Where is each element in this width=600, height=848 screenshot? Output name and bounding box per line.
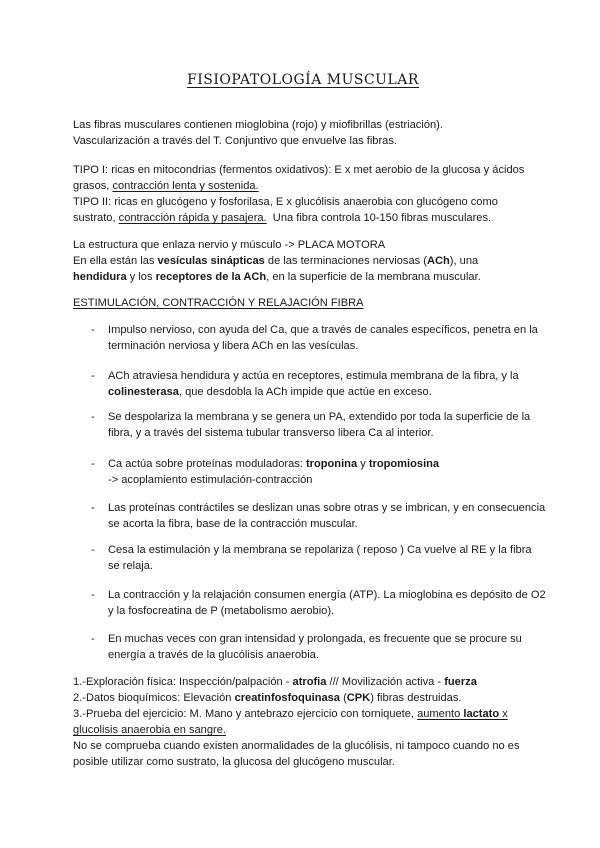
underlined-text <box>417 708 508 720</box>
exploration-line <box>73 690 533 706</box>
intro-line: Las fibras musculares contienen mioglobina (rojo) y miofibrillas (estriación). <box>73 119 443 131</box>
exploration-line <box>73 722 533 738</box>
tipo1-line <box>73 178 533 194</box>
text-span: ( <box>339 692 347 704</box>
text-span: sustrato, <box>73 212 119 224</box>
exploration-paragraph <box>73 674 533 770</box>
text-span: -> acoplamiento estimulación-contracción <box>108 474 313 486</box>
text-span: aumento <box>417 708 464 720</box>
list-item: - Impulso nervioso, con ayuda del Ca, que a través de canales específicos, penetra en la terminación nerviosa y libera ACh en las vesículas. <box>91 322 546 354</box>
closing-text: No se comprueba cuando existen anormalidades de la glucólisis, ni tampoco cuando no es posible utilizar como sustrato, la glucosa del glucógeno muscular. <box>73 740 520 768</box>
underlined-text: glucolisis anaerobia en sangre. <box>73 724 226 736</box>
text-span: /// Movilización activa - <box>326 676 445 688</box>
bold-text: hendidura <box>73 271 127 283</box>
placa-line <box>73 269 533 285</box>
bold-text: atrofia <box>292 676 327 688</box>
bold-text: colinesterasa <box>108 386 179 398</box>
text-span: 2.-Datos bioquímicos: Elevación <box>73 692 235 704</box>
list-item: - Se despolariza la membrana y se genera un PA, extendido por toda la superficie de la fibra, y a través del sistema tubular transverso libera Ca al interior. <box>91 409 546 441</box>
bold-text: troponina <box>305 458 358 470</box>
underlined-text: contracción lenta y sostenida. <box>112 180 259 192</box>
text-span: , que desdobla la ACh impide que actúe en exceso. <box>178 386 432 398</box>
text-span: ACh atraviesa hendidura y actúa en receptores, estimula membrana de la fibra, y la <box>108 370 519 382</box>
text-span: Una fibra controla 10-150 fibras musculares. <box>266 212 492 224</box>
list-item: - Cesa la estimulación y la membrana se repolariza ( reposo ) Ca vuelve al RE y la fibra se relaja. <box>91 542 546 574</box>
list-item <box>91 456 546 488</box>
exploration-line <box>73 706 533 722</box>
section-heading: ESTIMULACIÓN, CONTRACCIÓN Y RELAJACIÓN FIBRA <box>73 297 364 309</box>
list-item: - Las proteínas contráctiles se deslizan unas sobre otras y se imbrican, y en consecuencia se acorta la fibra, base de la contracción muscular. <box>91 500 546 532</box>
text-span: ) fibras destruidas. <box>370 692 462 704</box>
tipo2-line: TIPO II: ricas en glucógeno y fosforilasa, E x glucólisis anaerobia con glucógeno como <box>73 196 498 208</box>
text-span: , en la superficie de la membrana muscular. <box>266 271 481 283</box>
bold-text: CPK <box>346 692 371 704</box>
bold-text: receptores de la ACh <box>155 271 267 283</box>
fiber-types-paragraph <box>73 162 533 226</box>
intro-paragraph <box>73 117 533 149</box>
page-title: FISIOPATOLOGÍA MUSCULAR <box>187 72 419 88</box>
bold-text: lactato <box>463 708 500 720</box>
exploration-line <box>73 674 533 690</box>
text-span: y <box>357 458 369 470</box>
text-span: Ca actúa sobre proteínas moduladoras: <box>108 458 306 470</box>
tipo1-line: TIPO I: ricas en mitocondrias (fermentos oxidativos): E x met aerobio de la glucosa y ácidos <box>73 164 525 176</box>
text-span: de las terminaciones nerviosas ( <box>264 255 427 267</box>
underlined-text: contracción rápida y pasajera. <box>118 212 267 224</box>
bold-text: tropomiosina <box>368 458 440 470</box>
bold-text: vesículas sinápticas <box>157 255 265 267</box>
placa-line <box>73 253 533 269</box>
text-span: En ella están las <box>73 255 158 267</box>
text-span: y los <box>126 271 156 283</box>
text-span: grasos, <box>73 180 113 192</box>
bold-text: ACh <box>426 255 450 267</box>
intro-line: Vascularización a través del T. Conjuntivo que envuelve las fibras. <box>73 135 397 147</box>
tipo2-line <box>73 210 533 226</box>
text-span: ), una <box>449 255 479 267</box>
placa-line: La estructura que enlaza nervio y músculo -> PLACA MOTORA <box>73 239 386 251</box>
list-item: - En muchas veces con gran intensidad y prolongada, es frecuente que se procure su energía a través de la glucólisis anaerobia. <box>91 631 546 663</box>
placa-motora-paragraph <box>73 237 533 285</box>
list-item: - La contracción y la relajación consumen energía (ATP). La mioglobina es depósito de O2 y la fosfocreatina de P (metabolismo aerobio). <box>91 587 546 619</box>
list-item <box>91 368 546 400</box>
bold-text: fuerza <box>444 676 477 688</box>
bold-text: creatinfosfoquinasa <box>234 692 340 704</box>
text-span: 3.-Prueba del ejercicio: M. Mano y antebrazo ejercicio con torniquete, <box>73 708 418 720</box>
text-span: 1.-Exploración física: Inspección/palpación - <box>73 676 293 688</box>
text-span: x <box>499 708 508 720</box>
